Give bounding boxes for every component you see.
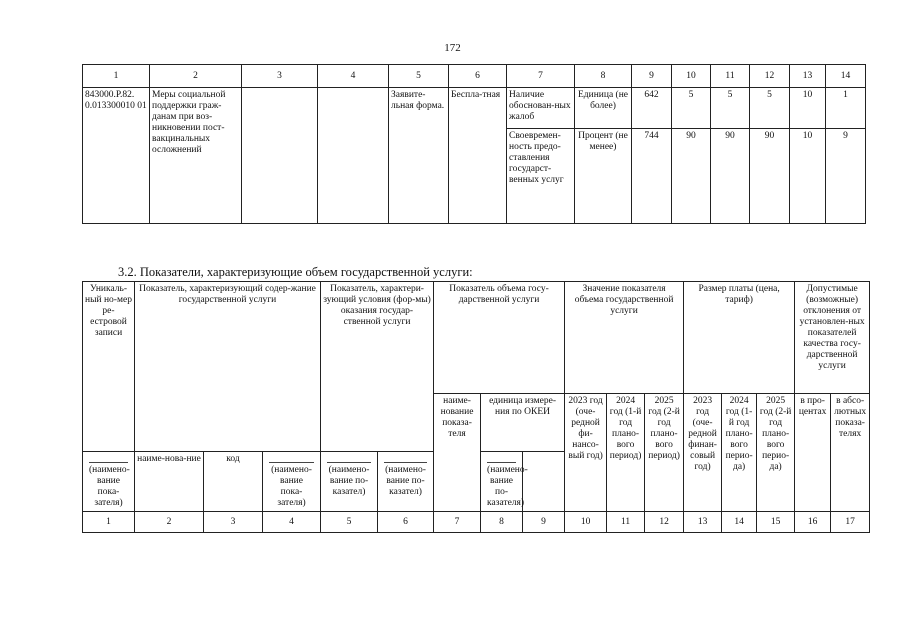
header-content-indicator: Показатель, характеризующий содер-жание государственной услуги (135, 282, 321, 452)
header-indicator-value: Значение показателя объема государственной услуги (565, 282, 684, 394)
value-2025: 90 (750, 129, 790, 224)
column-number: 11 (607, 512, 645, 533)
column-number: 9 (523, 512, 565, 533)
column-number: 1 (83, 512, 135, 533)
column-number: 14 (826, 65, 866, 88)
header-unique-number: Уникаль-ный но-мер ре-естровой записи (83, 282, 135, 452)
deviation-absolute: 1 (826, 88, 866, 129)
column-number: 14 (722, 512, 757, 533)
header-unit-name: наиме-нова-ние (135, 452, 204, 512)
service-payment: Беспла-тная (449, 88, 507, 224)
table-header-row (83, 65, 866, 88)
value-2024: 90 (711, 129, 750, 224)
column-number: 2 (135, 512, 204, 533)
service-content: Меры социальной поддержки граж-данам при воз-никновении пост-вакцинальных осложнений (150, 88, 242, 224)
table-header-row (83, 282, 870, 394)
column-number: 4 (318, 65, 389, 88)
registry-number: 843000.Р.82. 0.013300010 01 (83, 88, 150, 224)
header-sub-indicator: (наимено-вание пока-зателя) (263, 452, 321, 512)
column-number: 6 (449, 65, 507, 88)
header-sub-indicator: (наимено-вание пока-зателя) (83, 452, 135, 512)
deviation-percent: 10 (790, 129, 826, 224)
value-2025: 5 (750, 88, 790, 129)
volume-indicators-table (82, 281, 870, 533)
header-year-2025: 2025 год (2-й год плано-вого период) (645, 394, 684, 512)
page-number: 172 (444, 42, 461, 54)
quality-indicators-table (82, 64, 866, 224)
header-okei-unit: единица измере-ния по ОКЕИ (481, 394, 565, 452)
header-fee-2024: 2024 год (1-й год плано-вого перио-да) (722, 394, 757, 512)
column-number: 6 (378, 512, 434, 533)
column-number: 10 (672, 65, 711, 88)
table-row (83, 88, 866, 129)
header-fee-2025: 2025 год (2-й год плано-вого перио-да) (757, 394, 795, 512)
column-number: 9 (632, 65, 672, 88)
header-year-2023: 2023 год (оче-редной фи-нансо-вый год) (565, 394, 607, 512)
column-number: 17 (831, 512, 870, 533)
column-number: 13 (684, 512, 722, 533)
header-deviation-percent: в про-центах (795, 394, 831, 512)
deviation-absolute: 9 (826, 129, 866, 224)
header-year-2024: 2024 год (1-й год плано-вого период) (607, 394, 645, 512)
column-number: 1 (83, 65, 150, 88)
header-volume-indicator: Показатель объема госу-дарственной услуги (434, 282, 565, 394)
column-number: 11 (711, 65, 750, 88)
header-indicator-name: наиме-нование показа-теля (434, 394, 481, 512)
column-numbers-row (83, 512, 870, 533)
value-2024: 5 (711, 88, 750, 129)
deviation-percent: 10 (790, 88, 826, 129)
column-number: 3 (204, 512, 263, 533)
column-number: 5 (321, 512, 378, 533)
header-fee-2023: 2023 год (оче-редной финан-совый год) (684, 394, 722, 512)
indicator-name: Своевремен-ность предо-ставления государст-венных услуг (507, 129, 575, 224)
header-deviation: Допустимые (возможные) отклонения от установлен-ных показателей качества госу-дарственной услуги (795, 282, 870, 394)
column-number: 13 (790, 65, 826, 88)
column-number: 8 (481, 512, 523, 533)
header-unit-code: код (204, 452, 263, 512)
column-number: 8 (575, 65, 632, 88)
column-number: 4 (263, 512, 321, 533)
column-number: 12 (645, 512, 684, 533)
value-2023: 5 (672, 88, 711, 129)
column-number: 16 (795, 512, 831, 533)
okei-code: 642 (632, 88, 672, 129)
section-heading: 3.2. Показатели, характеризующие объем государственной услуги: (118, 265, 473, 279)
column-number: 2 (150, 65, 242, 88)
header-deviation-absolute: в абсо-лютных показа-телях (831, 394, 870, 512)
header-sub-indicator: (наимено-вание по-казател) (378, 452, 434, 512)
empty-cell (318, 88, 389, 224)
indicator-name: Наличие обоснован-ных жалоб (507, 88, 575, 129)
column-number: 7 (507, 65, 575, 88)
header-sub-indicator: (наимено-вание по-казател) (321, 452, 378, 512)
column-number: 15 (757, 512, 795, 533)
unit: Процент (не менее) (575, 129, 632, 224)
column-number: 7 (434, 512, 481, 533)
empty-cell (242, 88, 318, 224)
value-2023: 90 (672, 129, 711, 224)
column-number: 12 (750, 65, 790, 88)
column-number: 3 (242, 65, 318, 88)
header-sub-indicator: (наимено-вание по-казателя) (481, 452, 523, 512)
okei-code: 744 (632, 129, 672, 224)
column-number: 5 (389, 65, 449, 88)
header-conditions-indicator: Показатель, характери-зующий условия (фор-мы) оказания государ-ственной услуги (321, 282, 434, 452)
column-number: 10 (565, 512, 607, 533)
service-form: Заявите-льная форма. (389, 88, 449, 224)
unit: Единица (не более) (575, 88, 632, 129)
header-fee: Размер платы (цена, тариф) (684, 282, 795, 394)
